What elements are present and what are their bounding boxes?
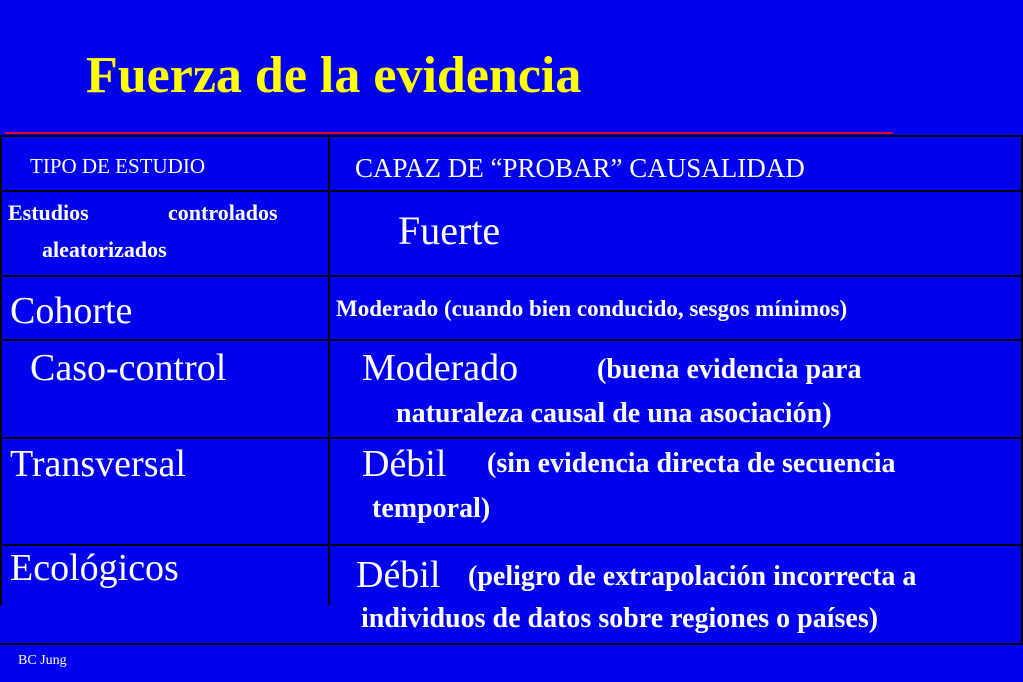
row-type-label: Transversal bbox=[10, 443, 186, 485]
title-divider bbox=[5, 132, 893, 134]
row-note: naturaleza causal de una asociación) bbox=[396, 398, 832, 429]
column-divider bbox=[328, 135, 330, 605]
row-strength: Débil bbox=[356, 554, 441, 596]
evidence-table bbox=[0, 135, 1023, 645]
row-type-label: Estudios bbox=[8, 200, 89, 225]
row-note: (peligro de extrapolación incorrecta a bbox=[468, 561, 917, 592]
header-type-of-study: TIPO DE ESTUDIO bbox=[30, 154, 205, 178]
row-type-label: Cohorte bbox=[10, 290, 133, 332]
column-divider bbox=[0, 135, 2, 605]
row-strength: Moderado bbox=[362, 347, 519, 389]
footer-author: BC Jung bbox=[18, 653, 67, 668]
row-type-label: controlados bbox=[168, 200, 278, 225]
row-divider bbox=[0, 339, 1023, 341]
row-strength: Fuerte bbox=[398, 208, 501, 253]
row-note: (sin evidencia directa de secuencia bbox=[487, 448, 896, 479]
table-border-bottom bbox=[0, 643, 1023, 645]
table-border-top bbox=[0, 135, 1023, 137]
row-strength: Moderado (cuando bien conducido, sesgos mínimos) bbox=[336, 296, 848, 321]
header-causality: CAPAZ DE “PROBAR” CAUSALIDAD bbox=[355, 153, 805, 183]
row-type-label: Ecológicos bbox=[10, 547, 179, 589]
row-divider bbox=[0, 190, 1023, 192]
row-strength: Débil bbox=[362, 443, 447, 485]
row-note: individuos de datos sobre regiones o países) bbox=[361, 603, 879, 634]
row-type-label: Caso-control bbox=[30, 347, 227, 389]
row-note: (buena evidencia para bbox=[597, 354, 862, 385]
row-divider bbox=[0, 275, 1023, 277]
row-note: temporal) bbox=[372, 493, 491, 524]
row-type-label: aleatorizados bbox=[42, 237, 167, 262]
row-divider bbox=[0, 437, 1023, 439]
slide-title: Fuerza de la evidencia bbox=[86, 47, 582, 104]
